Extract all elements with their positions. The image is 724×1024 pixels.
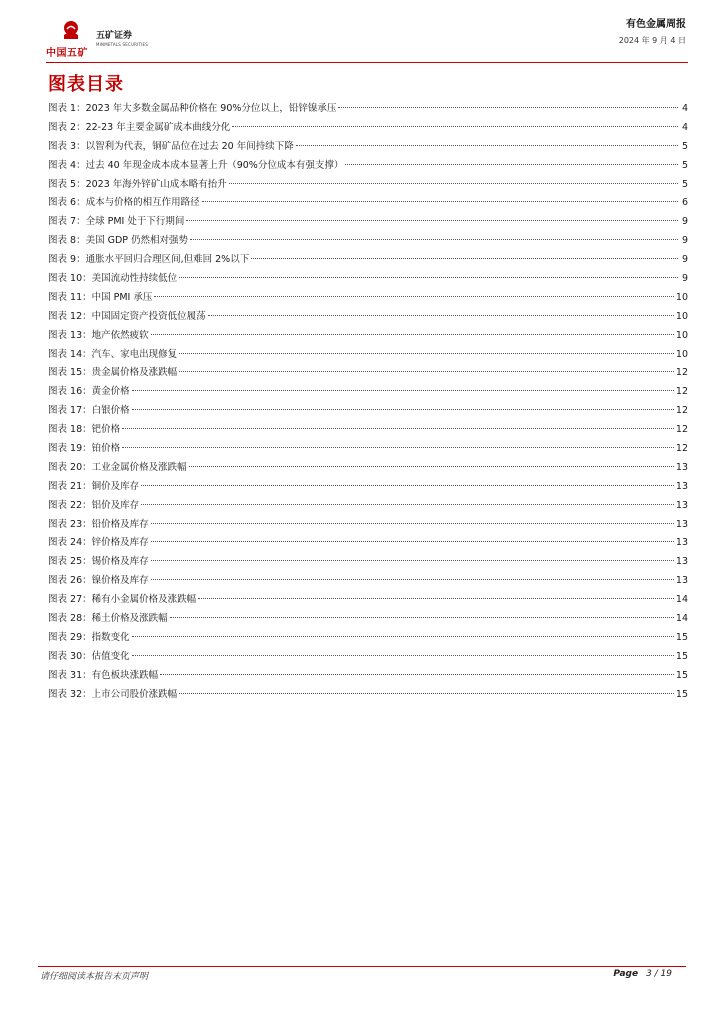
toc-entry-label: 图表 20： <box>48 461 92 473</box>
toc-entry[interactable] <box>48 591 688 610</box>
toc-entry-label: 图表 15： <box>48 367 92 379</box>
report-date: 2024 年 9 月 4 日 <box>618 36 686 45</box>
toc-entry-page: 5 <box>681 140 688 152</box>
toc-leader-dots <box>179 277 678 278</box>
toc-entry-page: 10 <box>675 348 688 360</box>
toc-leader-dots <box>296 145 678 146</box>
toc-entry-label: 图表 1： <box>48 103 86 114</box>
toc-entry-title: 美国 GDP 仍然相对强势 <box>85 235 189 247</box>
toc-entry[interactable] <box>48 667 688 686</box>
toc-leader-dots <box>179 353 674 354</box>
toc-entry-label: 图表 17： <box>48 405 92 417</box>
toc-entry-page: 13 <box>675 499 688 511</box>
toc-entry-page: 9 <box>681 216 688 228</box>
toc-leader-dots <box>170 617 674 618</box>
toc-entry-label: 图表 14： <box>48 348 92 360</box>
toc-entry-label: 图表 5： <box>48 178 86 190</box>
toc-entry-title: 铂价格 <box>91 443 121 455</box>
toc-entry-label: 图表 23： <box>48 518 92 530</box>
toc-entry-page: 5 <box>681 159 688 171</box>
toc-entry-page: 13 <box>675 575 688 587</box>
toc-entry-page: 15 <box>675 688 688 700</box>
toc-entry-title: 2023 年海外锌矿山成本略有抬升 <box>85 178 227 190</box>
toc-entry-label: 图表 2： <box>48 121 86 133</box>
toc-entry-page: 15 <box>675 631 688 643</box>
toc-entry-title: 钯价格 <box>91 424 121 436</box>
toc-entry[interactable] <box>48 497 688 516</box>
footer-divider <box>38 966 686 967</box>
toc-entry-label: 图表 16： <box>48 386 92 398</box>
toc-entry-page: 14 <box>675 594 688 606</box>
toc-entry[interactable] <box>48 648 688 667</box>
toc-entry[interactable] <box>48 610 688 629</box>
toc-entry-label: 图表 32： <box>48 688 92 700</box>
toc-leader-dots <box>141 485 674 486</box>
toc-entry-title: 镍价格及库存 <box>91 575 149 587</box>
toc-entry-title: 锡价格及库存 <box>91 556 149 568</box>
toc-leader-dots <box>141 504 674 505</box>
page-number: 3 / 19 <box>646 969 672 979</box>
minmetals-logo-icon <box>60 20 82 42</box>
toc-entry-page: 12 <box>675 405 688 417</box>
toc-leader-dots <box>251 258 678 259</box>
toc-entry-label: 图表 6： <box>48 197 86 209</box>
toc-entry[interactable] <box>48 327 688 346</box>
toc-leader-dots <box>190 239 678 240</box>
toc-entry[interactable] <box>48 534 688 553</box>
toc-leader-dots <box>179 371 674 372</box>
toc-entry-label: 图表 30： <box>48 650 92 662</box>
toc-leader-dots <box>208 315 674 316</box>
toc-entry-page: 9 <box>681 273 688 285</box>
toc-entry-title: 工业金属价格及涨跌幅 <box>91 461 187 473</box>
footer-disclaimer: 请仔细阅读本报告末页声明 <box>40 972 149 982</box>
toc-entry-page: 10 <box>675 310 688 322</box>
toc-entry-title: 稀土价格及涨跌幅 <box>91 613 168 625</box>
toc-entry-label: 图表 11： <box>48 291 92 303</box>
toc-leader-dots <box>179 693 674 694</box>
toc-entry-label: 图表 26： <box>48 575 92 587</box>
toc-entry-page: 13 <box>675 537 688 549</box>
toc-entry[interactable] <box>48 176 688 195</box>
toc-entry-label: 图表 24： <box>48 537 92 549</box>
toc-entry-label: 图表 31： <box>48 669 92 681</box>
toc-entry-title: 通胀水平回归合理区间,但难回 2%以下 <box>85 254 250 266</box>
toc-entry-page: 13 <box>675 461 688 473</box>
toc-leader-dots <box>151 541 674 542</box>
toc-entry-title: 成本与价格的相互作用路径 <box>85 197 200 209</box>
toc-entry-page: 12 <box>675 443 688 455</box>
toc-leader-dots <box>154 296 674 297</box>
toc-entry-title: 中国 PMI 承压 <box>91 291 153 303</box>
toc-entry-label: 图表 29： <box>48 631 92 643</box>
toc-entry-title: 稀有小金属价格及涨跌幅 <box>91 594 197 606</box>
toc-entry[interactable] <box>48 383 688 402</box>
header-divider <box>46 62 688 63</box>
toc-entry-label: 图表 19： <box>48 443 92 455</box>
toc-entry-title: 汽车、家电出现修复 <box>91 348 178 360</box>
toc-leader-dots <box>160 674 674 675</box>
toc-entry-title: 过去 40 年现金成本成本显著上升（90%分位成本有强支撑） <box>85 159 344 171</box>
toc-entry-title: 地产依然疲软 <box>91 329 149 341</box>
toc-entry[interactable] <box>48 553 688 572</box>
toc-leader-dots <box>338 107 678 108</box>
toc-entry[interactable] <box>48 346 688 365</box>
toc-leader-dots <box>186 220 678 221</box>
toc-entry[interactable] <box>48 213 688 232</box>
toc-entry-page: 4 <box>681 121 688 133</box>
toc-entry-label: 图表 9： <box>48 254 86 266</box>
toc-entry-label: 图表 18： <box>48 424 92 436</box>
toc-entry-title: 锌价格及库存 <box>91 537 149 549</box>
toc-entry[interactable] <box>48 194 688 213</box>
toc-entry-page: 12 <box>675 424 688 436</box>
toc-entry-page: 10 <box>675 291 688 303</box>
toc-entry[interactable] <box>48 157 688 176</box>
toc-entry[interactable] <box>48 100 688 119</box>
toc-list <box>48 100 688 705</box>
toc-entry[interactable] <box>48 686 688 705</box>
toc-entry[interactable] <box>48 572 688 591</box>
toc-entry-title: 铅价格及库存 <box>91 518 149 530</box>
toc-entry-title: 上市公司股价涨跌幅 <box>91 688 178 700</box>
toc-entry-title: 铜价及库存 <box>91 480 140 492</box>
toc-entry-label: 图表 8： <box>48 235 86 247</box>
toc-leader-dots <box>122 447 674 448</box>
toc-entry[interactable] <box>48 138 688 157</box>
toc-entry-label: 图表 7： <box>48 216 86 228</box>
toc-leader-dots <box>232 126 678 127</box>
toc-entry-page: 9 <box>681 235 688 247</box>
toc-entry-page: 4 <box>681 103 688 114</box>
toc-entry-title: 贵金属价格及涨跌幅 <box>91 367 178 379</box>
toc-entry-page: 12 <box>675 386 688 398</box>
toc-entry-label: 图表 3： <box>48 140 86 152</box>
toc-entry-page: 14 <box>675 613 688 625</box>
toc-entry-label: 图表 27： <box>48 594 92 606</box>
toc-entry[interactable] <box>48 421 688 440</box>
toc-entry-title: 指数变化 <box>91 631 130 643</box>
toc-leader-dots <box>202 201 678 202</box>
toc-entry-title: 全球 PMI 处于下行期间 <box>85 216 185 228</box>
toc-entry[interactable] <box>48 270 688 289</box>
toc-entry-page: 15 <box>675 650 688 662</box>
toc-entry-label: 图表 21： <box>48 480 92 492</box>
toc-entry-page: 13 <box>675 518 688 530</box>
toc-entry-title: 美国流动性持续低位 <box>91 273 178 285</box>
toc-entry-title: 铝价及库存 <box>91 499 140 511</box>
toc-entry-title: 2023 年大多数金属品种价格在 90%分位以上，铅锌镍承压 <box>85 103 337 114</box>
toc-entry-title: 中国固定资产投资低位履荡 <box>91 310 206 322</box>
toc-leader-dots <box>132 390 674 391</box>
toc-entry-page: 6 <box>681 197 688 209</box>
toc-leader-dots <box>132 409 674 410</box>
toc-leader-dots <box>132 636 674 637</box>
toc-leader-dots <box>132 655 674 656</box>
toc-leader-dots <box>151 334 674 335</box>
toc-entry-label: 图表 22： <box>48 499 92 511</box>
toc-leader-dots <box>189 466 674 467</box>
toc-entry-page: 13 <box>675 556 688 568</box>
toc-entry-title: 以智利为代表，铜矿品位在过去 20 年间持续下降 <box>85 140 294 152</box>
toc-leader-dots <box>122 428 674 429</box>
toc-leader-dots <box>151 523 674 524</box>
securities-logo <box>96 28 148 47</box>
toc-entry[interactable] <box>48 629 688 648</box>
toc-leader-dots <box>198 598 674 599</box>
toc-entry[interactable] <box>48 478 688 497</box>
toc-entry[interactable] <box>48 516 688 535</box>
toc-entry-page: 15 <box>675 669 688 681</box>
toc-entry[interactable] <box>48 364 688 383</box>
toc-leader-dots <box>345 164 678 165</box>
toc-entry[interactable] <box>48 459 688 478</box>
toc-entry-label: 图表 13： <box>48 329 92 341</box>
toc-entry[interactable] <box>48 119 688 138</box>
toc-entry-page: 10 <box>675 329 688 341</box>
toc-entry-label: 图表 12： <box>48 310 92 322</box>
securities-en-name: MINMETALS SECURITIES <box>96 42 148 47</box>
toc-entry-page: 5 <box>681 178 688 190</box>
toc-entry[interactable] <box>48 308 688 327</box>
toc-entry[interactable] <box>48 402 688 421</box>
toc-entry-page: 13 <box>675 480 688 492</box>
toc-entry-page: 12 <box>675 367 688 379</box>
toc-entry[interactable] <box>48 232 688 251</box>
toc-entry-title: 黄金价格 <box>91 386 130 398</box>
footer-page-indicator <box>613 969 672 979</box>
toc-entry[interactable] <box>48 251 688 270</box>
toc-title: 图表目录 <box>48 74 124 95</box>
toc-entry-label: 图表 4： <box>48 159 86 171</box>
toc-entry-title: 估值变化 <box>91 650 130 662</box>
toc-entry-title: 有色板块涨跌幅 <box>91 669 159 681</box>
report-type: 有色金属周报 <box>626 19 686 30</box>
toc-entry-title: 白银价格 <box>91 405 130 417</box>
toc-entry-label: 图表 28： <box>48 613 92 625</box>
toc-entry[interactable] <box>48 440 688 459</box>
toc-entry-label: 图表 10： <box>48 273 92 285</box>
toc-entry-page: 9 <box>681 254 688 266</box>
toc-entry[interactable] <box>48 289 688 308</box>
toc-leader-dots <box>151 579 674 580</box>
toc-entry-title: 22-23 年主要金属矿成本曲线分化 <box>85 121 231 133</box>
page-word: Page <box>613 969 639 979</box>
toc-entry-label: 图表 25： <box>48 556 92 568</box>
page-header <box>0 0 724 64</box>
company-name: 中国五矿 <box>46 48 88 59</box>
toc-leader-dots <box>151 560 674 561</box>
toc-leader-dots <box>229 183 678 184</box>
securities-name: 五矿证券 <box>96 31 133 41</box>
